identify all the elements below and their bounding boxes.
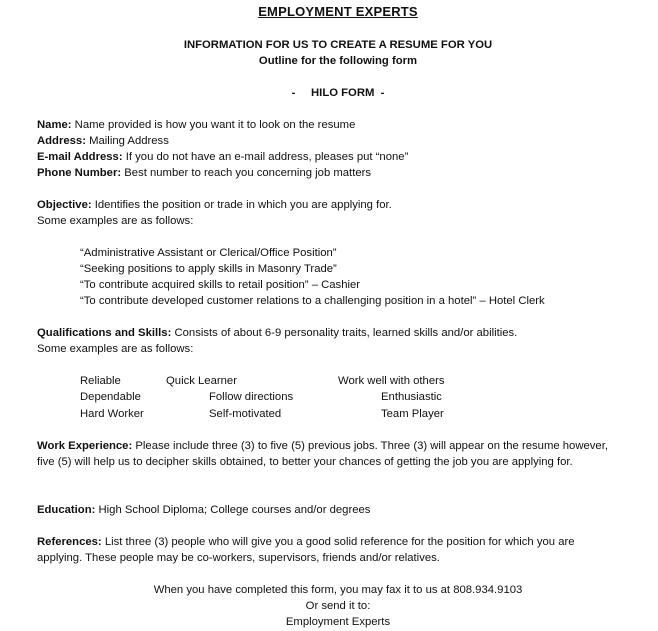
skill-item: Hard Worker [80, 408, 144, 420]
address-line [37, 133, 169, 149]
skill-item: Team Player [381, 408, 444, 420]
objective-examples-intro: Some examples are as follows: [37, 215, 194, 227]
objective-example: “Administrative Assistant or Clerical/Office Position” [80, 247, 337, 259]
education-line [37, 502, 370, 518]
skill-item: Dependable [80, 391, 141, 403]
skill-item: Enthusiastic [381, 391, 442, 403]
references-label: References: [37, 536, 102, 548]
objective-line [37, 197, 392, 213]
references-paragraph [37, 534, 622, 566]
skill-item: Quick Learner [166, 375, 237, 387]
footer-send-line: Or send it to: [305, 600, 371, 612]
phone-label: Phone Number: [37, 167, 122, 179]
phone-text: Best number to reach you concerning job matters [121, 167, 372, 179]
skill-item: Self-motivated [209, 408, 282, 420]
footer-fax-line: When you have completed this form, you may fax it to us at 808.934.9103 [153, 584, 523, 596]
footer-company-line: Employment Experts [285, 616, 391, 628]
name-text: Name provided is how you want it to look on the resume [71, 119, 356, 131]
objective-label: Objective: [37, 199, 92, 211]
phone-line [37, 165, 371, 181]
skill-item: Work well with others [338, 375, 445, 387]
work-experience-text: Please include three (3) to five (5) previous jobs. Three (3) will appear on the resume however, five (5) will help us to decipher skills obtained, to better your chances of getting the job you are applying for. [37, 440, 608, 468]
qualifications-examples-intro: Some examples are as follows: [37, 343, 194, 355]
email-text: If you do not have an e-mail address, pleases put “none” [122, 151, 409, 163]
form-name: - HILO FORM - [291, 87, 385, 99]
name-label: Name: [37, 119, 72, 131]
document-subtitle: INFORMATION FOR US TO CREATE A RESUME FOR YOU [183, 39, 493, 51]
email-label: E-mail Address: [37, 151, 123, 163]
name-line [37, 117, 355, 133]
document-subtitle-outline: Outline for the following form [258, 55, 418, 67]
objective-example: “To contribute acquired skills to retail position” – Cashier [80, 279, 361, 291]
objective-example: “Seeking positions to apply skills in Masonry Trade” [80, 263, 337, 275]
address-text: Mailing Address [85, 135, 169, 147]
qualifications-line [37, 325, 517, 341]
skill-item: Reliable [80, 375, 121, 387]
work-experience-label: Work Experience: [37, 440, 133, 452]
qualifications-text: Consists of about 6-9 personality traits, learned skills and/or abilities. [171, 327, 518, 339]
qualifications-label: Qualifications and Skills: [37, 327, 172, 339]
skill-item: Follow directions [209, 391, 294, 403]
address-label: Address: [37, 135, 86, 147]
education-label: Education: [37, 504, 96, 516]
email-line [37, 149, 408, 165]
document-title: EMPLOYMENT EXPERTS [258, 4, 418, 19]
objective-example: “To contribute developed customer relations to a challenging position in a hotel” – Hotel Clerk [80, 295, 545, 307]
education-text: High School Diploma; College courses and/or degrees [95, 504, 371, 516]
references-text: List three (3) people who will give you a good solid reference for the position for which you are applying. These people may be co-workers, supervisors, friends and/or relatives. [37, 536, 575, 564]
objective-text: Identifies the position or trade in which you are applying for. [91, 199, 392, 211]
work-experience-paragraph [37, 438, 622, 470]
